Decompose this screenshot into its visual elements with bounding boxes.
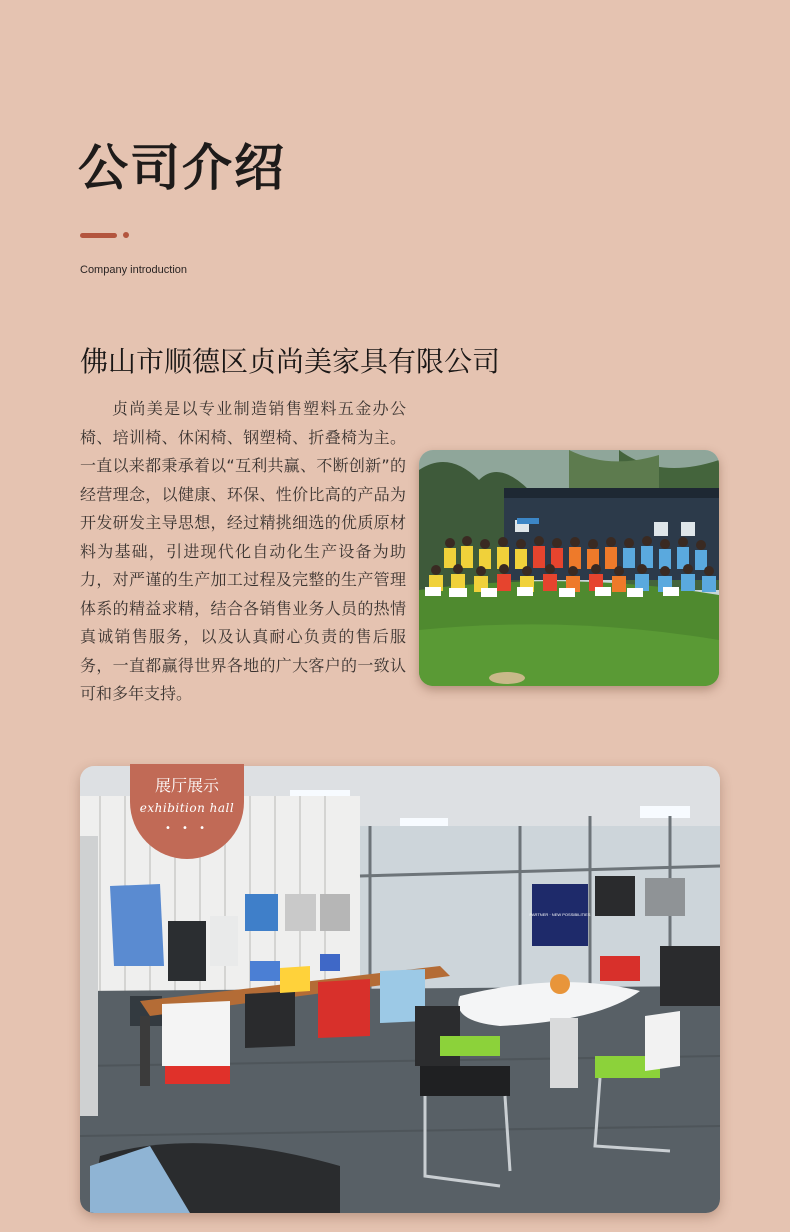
- badge-subtitle: exhibition hall: [139, 801, 235, 815]
- team-photo: [419, 450, 719, 686]
- accent-bar: [80, 233, 117, 238]
- showroom-banner-text: PARTNER · NEW POSSIBILITIES: [529, 912, 591, 917]
- company-intro: 贞尚美是以专业制造销售塑料五金办公椅、培训椅、休闲椅、钢塑椅、折叠椅为主。一直以来都秉承着以“互利共赢、不断创新”的经营理念，以健康、环保、性价比高的产品为开发研发主导思想，经过精挑细选的优质原材料为基础，引进现代化自动化生产设备为助力，对严谨的生产加工过程及完整的生产管理体系的精益求精，结合各销售业务人员的热情真诚销售服务，以及认真耐心负责的售后服务，一直都赢得世界各地的广大客户的一致认可和多年支持。: [80, 399, 406, 703]
- company-name: 佛山市顺德区贞尚美家具有限公司: [80, 345, 501, 378]
- page-title: 公司介绍: [78, 139, 286, 197]
- page-subtitle: Company introduction: [80, 264, 188, 276]
- accent-dot: [123, 232, 129, 238]
- badge-title: 展厅展示: [154, 776, 219, 795]
- title-accent: [80, 232, 129, 238]
- badge-dots: • • •: [164, 823, 210, 834]
